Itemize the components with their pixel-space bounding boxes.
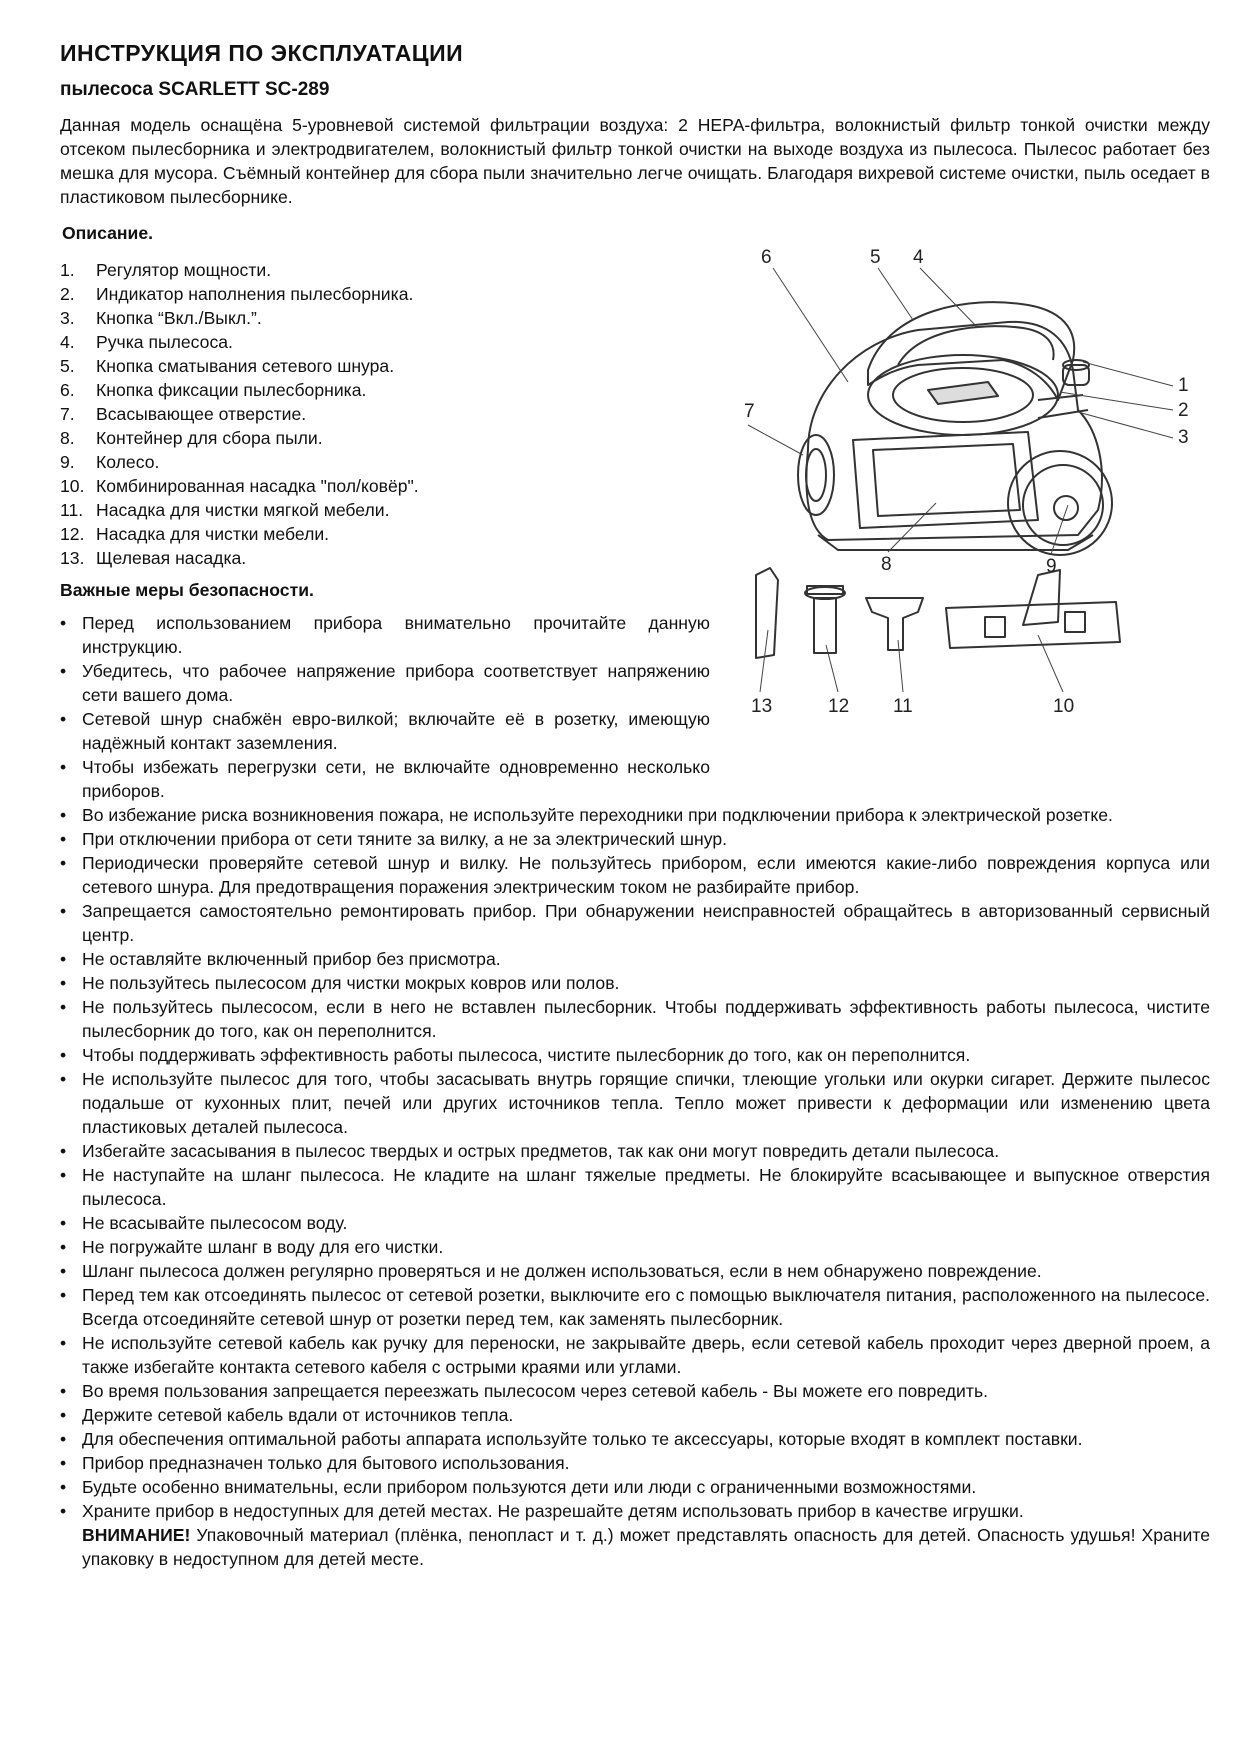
warning-text: Упаковочный материал (плёнка, пенопласт и т. д.) может представлять опасность для детей. Опасность удушья! Храните упаковку в недоступном для детей месте. xyxy=(82,1525,1210,1569)
page-subtitle: пылесоса SCARLETT SC-289 xyxy=(60,79,330,100)
leader-line xyxy=(760,630,768,692)
callout-label: 13 xyxy=(751,696,773,717)
list-item: • Перед использованием прибора внимательно прочитайте данную инструкцию. xyxy=(60,611,710,659)
callout-label: 1 xyxy=(1178,375,1189,396)
list-item: 10. Комбинированная насадка "пол/ковёр". xyxy=(60,476,419,496)
list-item: • Будьте особенно внимательны, если прибором пользуются дети или люди с ограниченными возможностями. xyxy=(60,1475,1210,1499)
callout-label: 8 xyxy=(881,554,892,575)
callout-label: 10 xyxy=(1053,696,1075,717)
floor-nozzle-switch-left xyxy=(985,617,1005,637)
leader-line xyxy=(1083,362,1173,386)
list-item: 11. Насадка для чистки мягкой мебели. xyxy=(60,500,390,520)
crevice-nozzle xyxy=(756,568,778,658)
list-item: • Убедитесь, что рабочее напряжение прибора соответствует напряжению сети вашего дома. xyxy=(60,659,710,707)
list-item: • Не используйте пылесос для того, чтобы засасывать внутрь горящие спички, тлеющие угольки или окурки сигарет. Держите пылесос подальше от кухонных плит, печей или других источников тепла. Тепло может привести к деформации или изменению цвета пластиковых деталей пылесоса. xyxy=(60,1067,1210,1139)
leader-line xyxy=(878,268,913,320)
list-item: • Держите сетевой кабель вдали от источников тепла. xyxy=(60,1403,1210,1427)
callout-label: 11 xyxy=(893,696,913,717)
list-item: • Не погружайте шланг в воду для его чистки. xyxy=(60,1235,1210,1259)
lock-button xyxy=(928,382,998,404)
leader-line xyxy=(773,268,848,382)
list-item: • Избегайте засасывания в пылесос твердых и острых предметов, так как они могут повредить детали пылесоса. xyxy=(60,1139,1210,1163)
floor-nozzle-neck xyxy=(1023,570,1060,625)
page-title: ИНСТРУКЦИЯ ПО ЭКСПЛУАТАЦИИ xyxy=(60,40,464,66)
list-item: 7. Всасывающее отверстие. xyxy=(60,404,307,424)
dust-container-window xyxy=(873,444,1020,516)
list-item: • Не пользуйтесь пылесосом, если в него не вставлен пылесборник. Чтобы поддерживать эффективность работы пылесоса, чистите пылесборник до того, как он переполнится. xyxy=(60,995,1210,1043)
list-item: 9. Колесо. xyxy=(60,452,160,472)
list-item: • При отключении прибора от сети тяните за вилку, а не за электрический шнур. xyxy=(60,827,1210,851)
leader-line xyxy=(748,425,803,455)
list-item: 2. Индикатор наполнения пылесборника. xyxy=(60,284,414,304)
list-item: • Прибор предназначен только для бытового использования. xyxy=(60,1451,1210,1475)
leader-line xyxy=(888,503,936,552)
list-item: • Во время пользования запрещается переезжать пылесосом через сетевой кабель - Вы можете его повредить. xyxy=(60,1379,1210,1403)
list-item: • Не используйте сетевой кабель как ручку для переноски, не закрывайте дверь, если сетевой кабель проходит через дверной проем, а также избегайте контакта сетевого кабеля с острыми краями или углами. xyxy=(60,1331,1210,1379)
wheel-rim xyxy=(1023,465,1103,545)
list-item: • Чтобы избежать перегрузки сети, не включайте одновременно несколько приборов. xyxy=(60,755,710,803)
callout-label: 12 xyxy=(828,696,850,717)
list-item: • Шланг пылесоса должен регулярно проверяться и не должен использоваться, если в нем обнаружено повреждение. xyxy=(60,1259,1210,1283)
callout-label: 4 xyxy=(913,247,924,268)
list-item: 8. Контейнер для сбора пыли. xyxy=(60,428,323,448)
list-item: 4. Ручка пылесоса. xyxy=(60,332,233,352)
callout-label: 6 xyxy=(761,247,772,268)
callout-label: 2 xyxy=(1178,400,1189,421)
floor-nozzle-switch-right xyxy=(1065,612,1085,632)
upholstery-nozzle xyxy=(866,598,923,650)
list-item: 13. Щелевая насадка. xyxy=(60,548,247,568)
leader-line xyxy=(1078,412,1173,438)
list-item: 3. Кнопка “Вкл./Выкл.”. xyxy=(60,308,262,328)
furniture-brush-tube xyxy=(814,598,836,653)
list-item: • Периодически проверяйте сетевой шнур и вилку. Не пользуйтесь прибором, если имеются какие-либо повреждения корпуса или сетевого шнура. Для предотвращения поражения электрическим током не разбирайте прибор. xyxy=(60,851,1210,899)
list-item: • Во избежание риска возникновения пожара, не используйте переходники при подключении прибора к электрической розетке. xyxy=(60,803,1210,827)
intake-opening xyxy=(798,435,834,515)
list-item: • Запрещается самостоятельно ремонтировать прибор. При обнаружении неисправностей обращайтесь в авторизованный сервисный центр. xyxy=(60,899,1210,947)
callout-label: 9 xyxy=(1046,556,1057,577)
intake-inner xyxy=(806,449,826,501)
vacuum-illustration xyxy=(744,247,1218,780)
description-heading: Описание. xyxy=(62,223,154,243)
list-item: • Храните прибор в недоступных для детей местах. Не разрешайте детям использовать прибор в качестве игрушки. ВНИМАНИЕ! Упаковочный материал (плёнка, пенопласт и т. д.) может представлять опасность для детей. Опасность удушья! Храните упаковку в недоступном для детей месте. xyxy=(60,1499,1210,1571)
list-item: 6. Кнопка фиксации пылесборника. xyxy=(60,380,367,400)
wheel-hub xyxy=(1054,496,1078,520)
leader-line xyxy=(1051,505,1068,554)
list-item: 1. Регулятор мощности. xyxy=(60,260,272,280)
callout-label: 5 xyxy=(870,247,881,268)
intro-paragraph: Данная модель оснащёна 5-уровневой системой фильтрации воздуха: 2 НЕРА-фильтра, волокнистый фильтр тонкой очистки между отсеком пылесборника и электродвигателем, волокнистый фильтр тонкой очистки на выходе воздуха из пылесоса. Пылесос работает без мешка для мусора. Съёмный контейнер для сбора пыли значительно легче очищать. Благодаря вихревой системе очистки, пыль оседает в пластиковом пылесборнике. xyxy=(60,115,1210,207)
list-item: • Чтобы поддерживать эффективность работы пылесоса, чистите пылесборник до того, как он переполнится. xyxy=(60,1043,1210,1067)
vacuum-diagram xyxy=(744,247,1218,780)
list-item: • Не всасывайте пылесосом воду. xyxy=(60,1211,1210,1235)
warning-label: ВНИМАНИЕ! xyxy=(82,1525,191,1545)
safety-heading: Важные меры безопасности. xyxy=(60,580,314,600)
callout-label: 7 xyxy=(744,401,755,422)
leader-line xyxy=(920,268,978,328)
callout-label: 3 xyxy=(1178,427,1189,448)
list-item: 5. Кнопка сматывания сетевого шнура. xyxy=(60,356,395,376)
list-item: • Перед тем как отсоединять пылесос от сетевой розетки, выключите его с помощью выключателя питания, расположенного на пылесосе. Всегда отсоединяйте сетевой шнур от розетки перед тем, как заменять пылесборник. xyxy=(60,1283,1210,1331)
list-item: • Не пользуйтесь пылесосом для чистки мокрых ковров или полов. xyxy=(60,971,1210,995)
list-item: • Для обеспечения оптимальной работы аппарата используйте только те аксессуары, которые входят в комплект поставки. xyxy=(60,1427,1210,1451)
list-item: • Сетевой шнур снабжён евро-вилкой; включайте её в розетку, имеющую надёжный контакт заземления. xyxy=(60,707,710,755)
list-item: • Не наступайте на шланг пылесоса. Не кладите на шланг тяжелые предметы. Не блокируйте всасывающее и выпускное отверстия пылесоса. xyxy=(60,1163,1210,1211)
list-item: 12. Насадка для чистки мебели. xyxy=(60,524,330,544)
list-item: • Не оставляйте включенный прибор без присмотра. xyxy=(60,947,1210,971)
